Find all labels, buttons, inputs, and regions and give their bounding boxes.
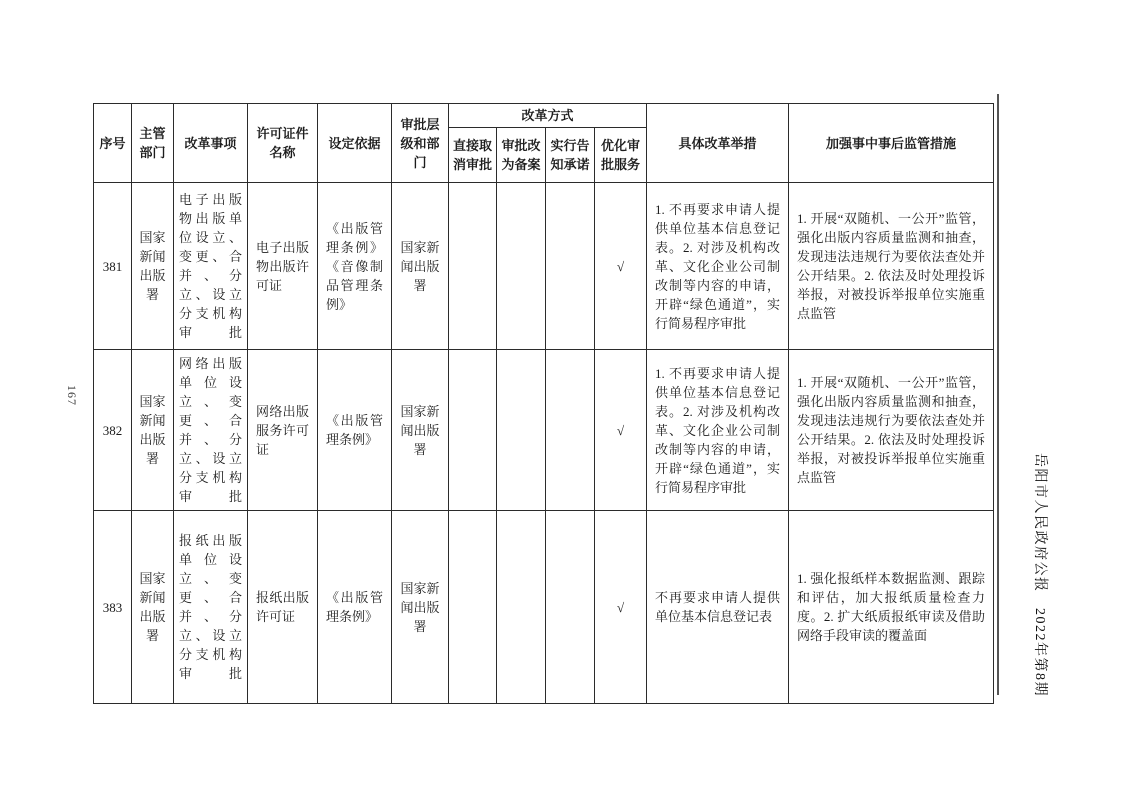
cell-approval-level: 国家新闻出版署 — [392, 511, 449, 704]
reform-items-table — [93, 103, 994, 704]
cell-department: 国家新闻出版署 — [132, 183, 174, 350]
col-header-notification-commitment: 实行告知承诺 — [546, 128, 595, 183]
col-header-direct-cancel: 直接取消审批 — [449, 128, 497, 183]
cell-change-to-filing — [497, 350, 546, 511]
cell-basis: 《出版管理条例》《音像制品管理条例》 — [318, 183, 392, 350]
cell-direct-cancel — [449, 183, 497, 350]
cell-reform-item: 电子出版物出版单位设立、变更、合并、分立、设立分支机构审批 — [174, 183, 248, 350]
table-row — [94, 511, 994, 704]
cell-license-name: 网络出版服务许可证 — [248, 350, 318, 511]
col-header-serial: 序号 — [94, 104, 132, 183]
cell-supervision: 1. 开展“双随机、一公开”监管，强化出版内容质量监测和抽查，发现违法违规行为要依法查处并公开结果。2. 依法及时处理投诉举报，对被投诉举报单位实施重点监管 — [789, 183, 994, 350]
header-row-1 — [94, 104, 994, 128]
cell-department: 国家新闻出版署 — [132, 511, 174, 704]
cell-optimize-service-checkmark: √ — [595, 511, 647, 704]
cell-reform-item: 网络出版单位设立、变更、合并、分立、设立分支机构审批 — [174, 350, 248, 511]
col-header-supervision: 加强事中事后监管措施 — [789, 104, 994, 183]
col-header-approval-level: 审批层级和部门 — [392, 104, 449, 183]
cell-license-name: 报纸出版许可证 — [248, 511, 318, 704]
cell-notification-commitment — [546, 183, 595, 350]
cell-serial: 382 — [94, 350, 132, 511]
cell-serial: 381 — [94, 183, 132, 350]
col-header-optimize-service: 优化审批服务 — [595, 128, 647, 183]
cell-serial: 383 — [94, 511, 132, 704]
cell-notification-commitment — [546, 350, 595, 511]
table-row — [94, 350, 994, 511]
col-header-change-to-filing: 审批改为备案 — [497, 128, 546, 183]
cell-basis: 《出版管理条例》 — [318, 511, 392, 704]
cell-optimize-service-checkmark: √ — [595, 350, 647, 511]
col-header-basis: 设定依据 — [318, 104, 392, 183]
cell-approval-level: 国家新闻出版署 — [392, 350, 449, 511]
cell-basis: 《出版管理条例》 — [318, 350, 392, 511]
col-header-department: 主管部门 — [132, 104, 174, 183]
group-header-reform-mode: 改革方式 — [449, 104, 647, 128]
cell-change-to-filing — [497, 511, 546, 704]
col-header-reform-item: 改革事项 — [174, 104, 248, 183]
table-row — [94, 183, 994, 350]
page-edge-line — [997, 94, 999, 695]
cell-direct-cancel — [449, 511, 497, 704]
page-number-vertical: 167 — [65, 385, 79, 406]
gazette-margin-title: 岳阳市人民政府公报 2022年第8期 — [1032, 453, 1047, 697]
cell-direct-cancel — [449, 350, 497, 511]
cell-department: 国家新闻出版署 — [132, 350, 174, 511]
cell-notification-commitment — [546, 511, 595, 704]
col-header-license-name: 许可证件名称 — [248, 104, 318, 183]
cell-license-name: 电子出版物出版许可证 — [248, 183, 318, 350]
cell-measures: 不再要求申请人提供单位基本信息登记表 — [647, 511, 789, 704]
col-header-measures: 具体改革举措 — [647, 104, 789, 183]
cell-approval-level: 国家新闻出版署 — [392, 183, 449, 350]
cell-measures: 1. 不再要求申请人提供单位基本信息登记表。2. 对涉及机构改革、文化企业公司制改制等内容的申请，开辟“绿色通道”，实行简易程序审批 — [647, 183, 789, 350]
cell-change-to-filing — [497, 183, 546, 350]
cell-measures: 1. 不再要求申请人提供单位基本信息登记表。2. 对涉及机构改革、文化企业公司制改制等内容的申请，开辟“绿色通道”，实行简易程序审批 — [647, 350, 789, 511]
cell-reform-item: 报纸出版单位设立、变更、合并、分立、设立分支机构审批 — [174, 511, 248, 704]
cell-optimize-service-checkmark: √ — [595, 183, 647, 350]
cell-supervision: 1. 强化报纸样本数据监测、跟踪和评估，加大报纸质量检查力度。2. 扩大纸质报纸审读及借助网络手段审读的覆盖面 — [789, 511, 994, 704]
cell-supervision: 1. 开展“双随机、一公开”监管，强化出版内容质量监测和抽查，发现违法违规行为要依法查处并公开结果。2. 依法及时处理投诉举报，对被投诉举报单位实施重点监管 — [789, 350, 994, 511]
